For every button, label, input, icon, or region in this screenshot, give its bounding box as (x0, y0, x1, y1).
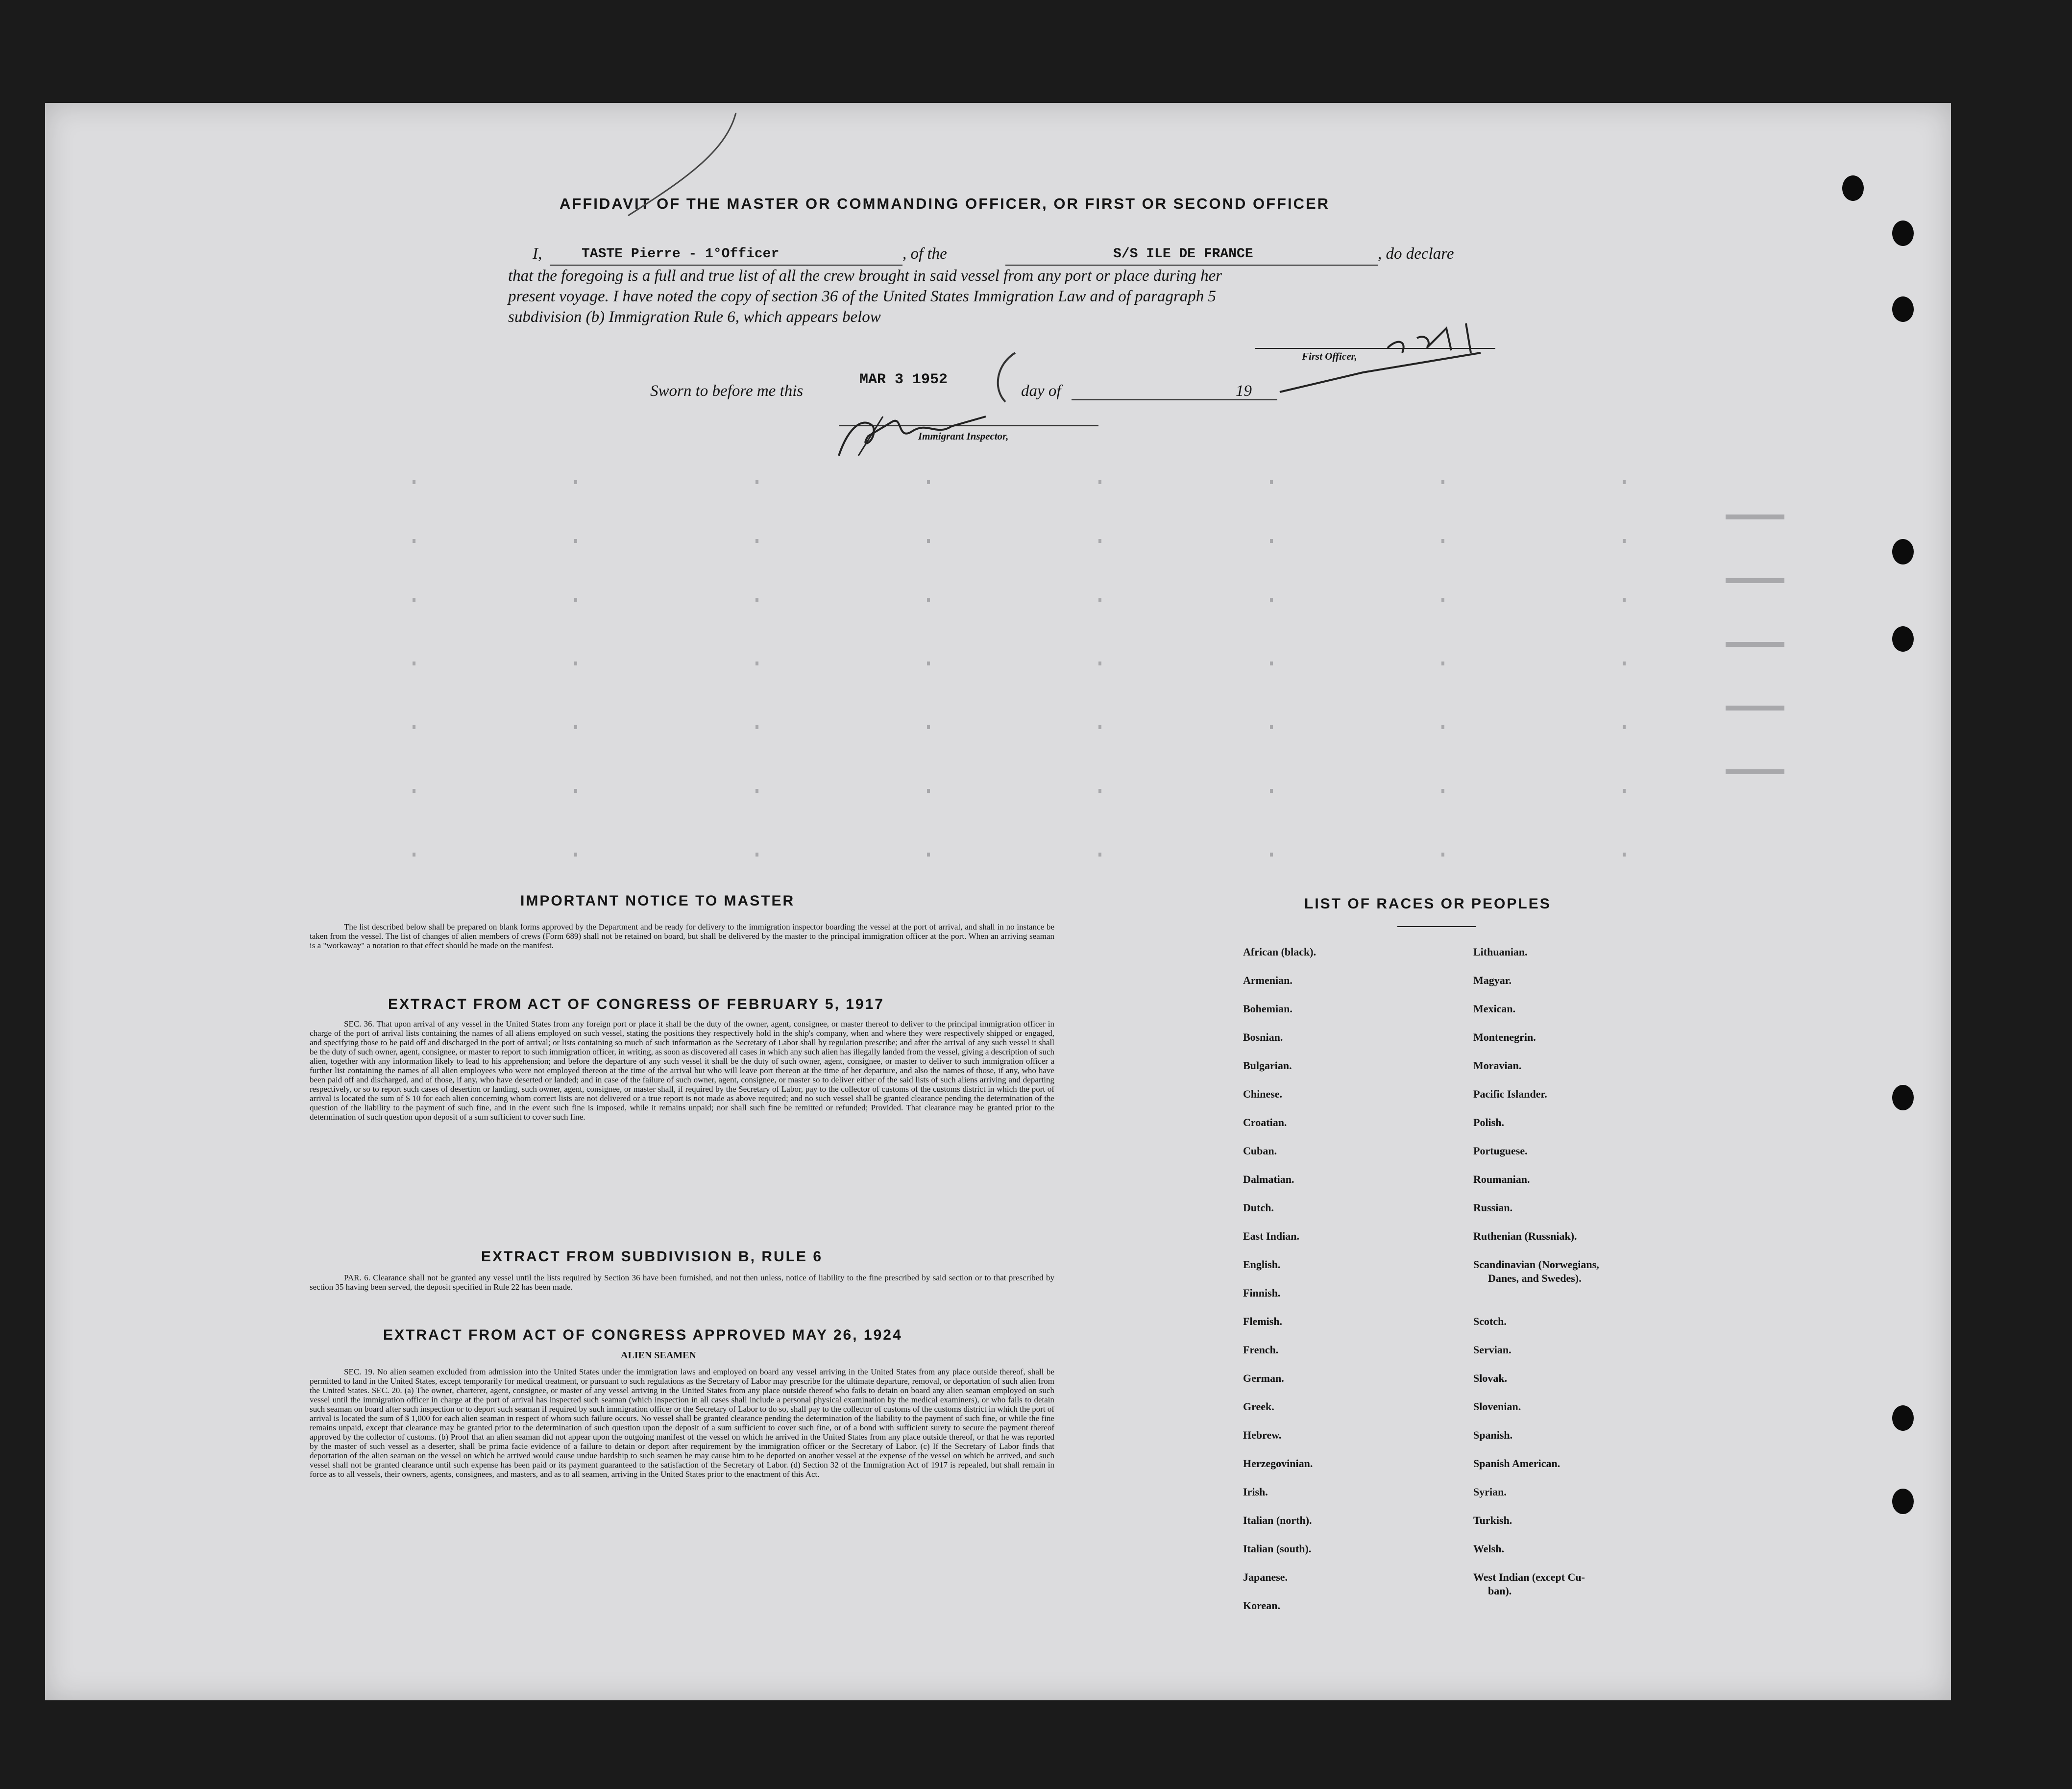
race-item: Scotch. (1473, 1315, 1507, 1327)
race-item: Moravian. (1473, 1059, 1522, 1072)
affidavit-line-4: subdivision (b) Immigration Rule 6, which appears below (508, 308, 881, 326)
rule-6-body: PAR. 6. Clearance shall not be granted any vessel until the lists required by Section 36 have been furnished, and not then unless, notice of liability to the fine prescribed by said section or to that prescribed by section 35 having been served, the deposit specified in Rule 22 has been made. (310, 1273, 1054, 1292)
manifest-page (45, 103, 1951, 1700)
race-item: Bulgarian. (1243, 1059, 1292, 1072)
punch-hole (1892, 539, 1914, 564)
race-item: Italian (south). (1243, 1543, 1312, 1555)
race-item: English. (1243, 1258, 1281, 1271)
bleed-through-ditto-marks (413, 475, 1833, 965)
pencil-stroke (623, 113, 746, 221)
race-item: Flemish. (1243, 1315, 1283, 1327)
race-item: Bosnian. (1243, 1031, 1283, 1043)
race-item: Herzegovinian. (1243, 1457, 1313, 1470)
extract-1924-subtitle: ALIEN SEAMEN (621, 1350, 696, 1361)
race-item: Japanese. (1243, 1571, 1288, 1583)
race-item: Slovak. (1473, 1372, 1508, 1384)
affidavit-i-label: I, (533, 245, 542, 263)
day-of-label: day of (1021, 382, 1061, 400)
race-item: African (black). (1243, 946, 1316, 958)
punch-hole (1892, 296, 1914, 322)
inspector-signature-line (839, 425, 1098, 426)
date-stamp-bracket (991, 350, 1020, 404)
race-item: Italian (north). (1243, 1514, 1312, 1526)
punch-hole (1842, 175, 1864, 201)
punch-hole (1892, 1085, 1914, 1110)
affidavit-title: AFFIDAVIT OF THE MASTER OR COMMANDING OFFICER, OR FIRST OR SECOND OFFICER (560, 195, 1330, 212)
race-item: Korean. (1243, 1599, 1280, 1612)
race-item: Slovenian. (1473, 1400, 1521, 1413)
race-item: Chinese. (1243, 1088, 1283, 1100)
punch-hole (1892, 1489, 1914, 1514)
race-item: Bohemian. (1243, 1003, 1292, 1015)
vessel-name: S/S ILE DE FRANCE (1113, 246, 1253, 262)
races-title: LIST OF RACES OR PEOPLES (1304, 896, 1551, 912)
race-item: Magyar. (1473, 974, 1512, 986)
officer-signature-line (1255, 348, 1495, 349)
race-item: French. (1243, 1344, 1279, 1356)
race-item: Danes, and Swedes). (1488, 1272, 1582, 1284)
race-item: Spanish. (1473, 1429, 1513, 1441)
extract-1924-body: SEC. 19. No alien seamen excluded from admission into the United States under the immigration laws and employed on board any vessel arriving in the United States from any place outside thereof, shall be permitted to land in the United States, except temporarily for medical treatment, or pursuant to such regulations as the Secretary of Labor may prescribe for the ultimate departure, removal, or deportation of such alien from the United States. SEC. 20. (a) The owner, charterer, agent, consignee, or master of any vessel arriving in the United States from any place outside thereof who fails to detain on board any alien seaman employed on such vessel until the immigration officer in charge at the port of arrival has inspected such seaman (which inspection in all cases shall include a personal physical examination by the medical examiners), or who fails to detain such seaman on board after such inspection or to deport such seaman if required by such immigration officer or the Secretary of Labor to do so, shall pay to the collector of customs of the customs district in which the port of arrival is located the sum of $ 1,000 for each alien seaman in respect of whom such failure occurs. No vessel shall be granted clearance pending the determination of the liability to the payment of such fine, or while the fine remains unpaid, except that clearance may be granted prior to the determination of such question upon the deposit of a sum sufficient to cover such fine, or of a bond with sufficient surety to secure the payment thereof approved by the collector of customs. (b) Proof that an alien seaman did not appear upon the outgoing manifest of the vessel on which he arrived in the United States from any place outside thereof, or that he was reported by the master of such vessel as a deserter, shall be prima facie evidence of a failure to detain or deport after requirement by the immigration officer or the Secretary of Labor. (c) If the Secretary of Labor finds that deportation of the alien seaman on the vessel on which he arrived would cause undue hardship to such seamen he may cause him to be deported on another vessel at the expense of the vessel on which he arrived, and such vessel shall not be granted clearance until such expense has been paid or its payment guaranteed to the satisfaction of the Secretary of Labor. (d) Section 32 of the Immigration Act of 1917 is repealed, but shall remain in force as to all vessels, their owners, agents, consignees, and masters, and as to all seamen, arriving in the United States prior to the enactment of this Act. (310, 1367, 1054, 1479)
race-item: Dalmatian. (1243, 1173, 1294, 1185)
race-item: East Indian. (1243, 1230, 1299, 1242)
officer-name-line (550, 265, 902, 266)
race-item: Pacific Islander. (1473, 1088, 1547, 1100)
race-item: German. (1243, 1372, 1284, 1384)
extract-1924-title: EXTRACT FROM ACT OF CONGRESS APPROVED MAY 26, 1924 (383, 1327, 902, 1343)
race-item: Portuguese. (1473, 1145, 1528, 1157)
race-item: Roumanian. (1473, 1173, 1530, 1185)
year-prefix: 19 (1236, 382, 1252, 400)
sworn-stamp-date: MAR 3 1952 (859, 371, 948, 388)
notice-body: The list described below shall be prepared on blank forms approved by the Department and be ready for delivery to the immigration inspector boarding the vessel at the port of arrival, and shall in no instance be taken from the vessel. The list of changes of alien members of crews (Form 689) shall not be retained on board, but shall be delivered by the master to the principal immigration officer at the port. When an arriving seaman is a "workaway" a notation to that effect should be made on the manifest. (310, 922, 1054, 950)
do-declare-label: , do declare (1378, 245, 1454, 263)
race-item: Finnish. (1243, 1287, 1281, 1299)
race-item: Cuban. (1243, 1145, 1277, 1157)
race-item: Ruthenian (Russniak). (1473, 1230, 1577, 1242)
extract-1917-title: EXTRACT FROM ACT OF CONGRESS OF FEBRUARY 5, 1917 (388, 996, 884, 1012)
officer-name: TASTE Pierre - 1°Officer (582, 246, 780, 262)
affidavit-line-2: that the foregoing is a full and true list of all the crew brought in said vessel from any port or place during her (508, 267, 1222, 285)
race-item: Armenian. (1243, 974, 1292, 986)
punch-hole (1892, 626, 1914, 652)
race-item: Syrian. (1473, 1486, 1507, 1498)
inspector-caption: Immigrant Inspector, (918, 430, 1009, 442)
race-item: Mexican. (1473, 1003, 1516, 1015)
notice-title: IMPORTANT NOTICE TO MASTER (520, 893, 795, 909)
race-item: ban). (1488, 1585, 1512, 1597)
race-item: Montenegrin. (1473, 1031, 1536, 1043)
race-item: Polish. (1473, 1116, 1504, 1128)
race-item: West Indian (except Cu- (1473, 1571, 1585, 1583)
races-title-rule (1397, 926, 1476, 927)
sworn-label: Sworn to before me this (650, 382, 804, 400)
race-item: Lithuanian. (1473, 946, 1528, 958)
vessel-name-line (1005, 265, 1378, 266)
race-item: Croatian. (1243, 1116, 1287, 1128)
rule-6-title: EXTRACT FROM SUBDIVISION B, RULE 6 (481, 1249, 823, 1265)
race-item: Turkish. (1473, 1514, 1512, 1526)
race-item: Greek. (1243, 1400, 1274, 1413)
ghost-marks-icon (413, 475, 1833, 965)
race-item: Dutch. (1243, 1201, 1274, 1214)
race-item: Russian. (1473, 1201, 1513, 1214)
extract-1917-body: SEC. 36. That upon arrival of any vessel in the United States from any foreign port or place it shall be the duty of the owner, agent, consignee, or master thereof to deliver to the principal immigration officer in charge of the port of arrival lists containing the names of all aliens employed on such vessel, stating the positions they respectively hold in the ship's company, when and where they were respectively shipped or engaged, and specifying those to be paid off and discharged in the port of arrival; or lists containing so much of such information as the Secretary of Labor shall by regulation prescribe; and after the arrival of any such vessel it shall be the duty of such owner, agent, consignee, or master to report to such immigration officer, in writing, as soon as discovered all cases in which any such alien has illegally landed from the vessel, giving a description of such alien, together with any information likely to lead to his apprehension; and before the departure of any such vessel it shall be the duty of such owner, agent, consignee, or master to deliver to such immigration officer a further list containing the names of all alien employees who were not employed thereon at the time of the arrival but who will leave port thereon at the time of her departure, and also the names of those, if any, who have been paid off and discharged, and of those, if any, who have deserted or landed; and in case of the failure of such owner, agent, consignee, or master so to deliver either of the said lists of such aliens arriving and departing respectively, or so to report such cases of desertion or landing, such owner, agent, consignee, or master shall, if required by the Secretary of Labor, pay to the collector of customs of the customs district in which the port of arrival is located the sum of $ 10 for each alien concerning whom correct lists are not delivered or a true report is not made as above required; and no such vessel shall be granted clearance pending the determination of the question of the liability to the payment of such fine, and in the event such fine is imposed, while it remains unpaid; nor shall such fine be remitted or refunded; Provided. That clearance may be granted prior to the determination of such question upon deposit of a sum sufficient to cover such fine. (310, 1019, 1054, 1122)
punch-hole (1892, 221, 1914, 246)
affidavit-line-3: present voyage. I have noted the copy of section 36 of the United States Immigration Law and of paragraph 5 (508, 288, 1217, 305)
race-item: Hebrew. (1243, 1429, 1282, 1441)
race-item: Welsh. (1473, 1543, 1504, 1555)
race-item: Spanish American. (1473, 1457, 1560, 1470)
race-item: Servian. (1473, 1344, 1511, 1356)
of-the-label: , of the (902, 245, 947, 263)
race-item: Scandinavian (Norwegians, (1473, 1258, 1599, 1271)
punch-hole (1892, 1405, 1914, 1431)
race-item: Irish. (1243, 1486, 1268, 1498)
officer-caption: First Officer, (1302, 350, 1357, 362)
